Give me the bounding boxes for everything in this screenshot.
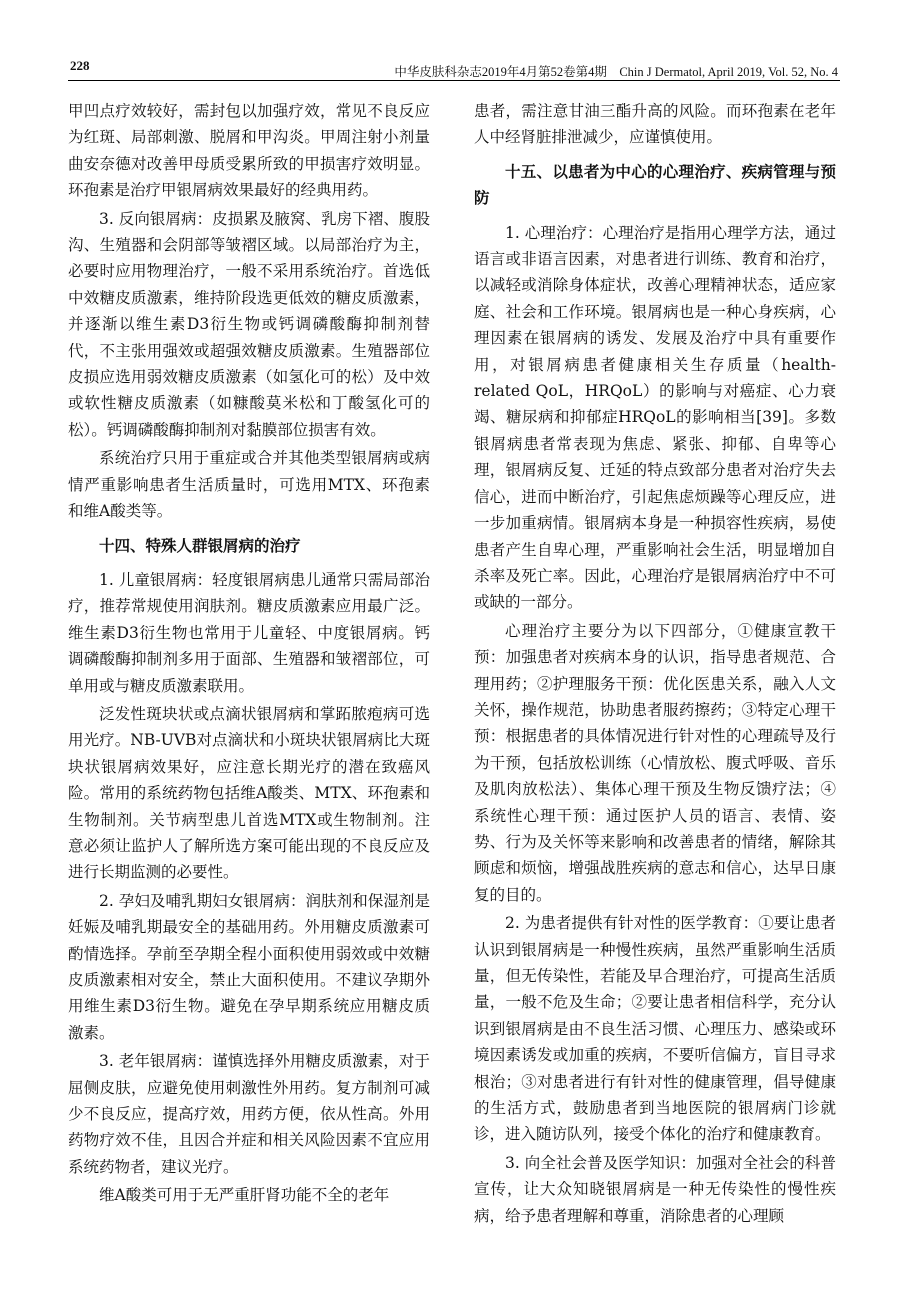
paragraph: 1. 心理治疗：心理治疗是指用心理学方法，通过语言或非语言因素，对患者进行训练、教育和治疗，以减轻或消除身体症状，改善心理精神状态，适应家庭、社会和工作环境。银屑病也是一种心身疾病，心理因素在银屑病的诱发、发展及治疗中具有重要作用，对银屑病患者健康相关生存质量（health-related QoL，HRQoL）的影响与对癌症、心力衰竭、糖尿病和抑郁症HRQoL的影响相当[39]。多数银屑病患者常表现为焦虑、紧张、抑郁、自卑等心理，银屑病反复、迁延的特点致部分患者对治疗失去信心，进而中断治疗，引起焦虑烦躁等心理反应，进一步加重病情。银屑病本身是一种损容性疾病，易使患者产生自卑心理，严重影响社会生活，明显增加自杀率及死亡率。因此，心理治疗是银屑病治疗中不可或缺的一部分。	[474, 223, 836, 612]
left-column	[68, 98, 430, 1209]
section-heading: 十四、特殊人群银屑病的治疗	[99, 536, 301, 555]
paragraph: 维A酸类可用于无严重肝肾功能不全的老年	[99, 1186, 390, 1205]
paragraph: 患者，需注意甘油三酯升高的风险。而环孢素在老年人中经肾脏排泄减少，应谨慎使用。	[474, 102, 836, 147]
paragraph: 甲凹点疗效较好，需封包以加强疗效，常见不良反应为红斑、局部刺激、脱屑和甲沟炎。甲周注射小剂量曲安奈德对改善甲母质受累所致的甲损害疗效明显。环孢素是治疗甲银屑病效果最好的经典用药。	[68, 102, 430, 200]
paragraph: 1. 儿童银屑病：轻度银屑病患儿通常只需局部治疗，推荐常规使用润肤剂。糖皮质激素应用最广泛。维生素D3衍生物也常用于儿童轻、中度银屑病。钙调磷酸酶抑制剂多用于面部、生殖器和皱褶部位，可单用或与糖皮质激素联用。	[68, 570, 430, 695]
paragraph: 泛发性斑块状或点滴状银屑病和掌跖脓疱病可选用光疗。NB-UVB对点滴状和小斑块状银屑病比大斑块状银屑病效果好，应注意长期光疗的潜在致癌风险。常用的系统药物包括维A酸类、MTX、环孢素和生物制剂。关节病型患儿首选MTX或生物制剂。注意必须让监护人了解所选方案可能出现的不良反应及进行长期监测的必要性。	[68, 704, 430, 882]
page-number: 228	[70, 58, 90, 73]
paragraph: 心理治疗主要分为以下四部分，①健康宣教干预：加强患者对疾病本身的认识，指导患者规范、合理用药；②护理服务干预：优化医患关系，融入人文关怀，操作规范，协助患者服药擦药；③特定心理干预：根据患者的具体情况进行针对性的心理疏导及行为干预，包括放松训练（心情放松、腹式呼吸、音乐及肌肉放松法）、集体心理干预及生物反馈疗法；④系统性心理干预：通过医护人员的语言、表情、姿势、行为及关怀等来影响和改善患者的情绪，解除其顾虑和烦恼，增强战胜疾病的意志和信心，达早日康复的目的。	[474, 621, 836, 904]
running-head: 中华皮肤科杂志2019年4月第52卷第4期 Chin J Dermatol, April 2019, Vol. 52, No. 4	[394, 65, 838, 79]
header-rule	[68, 80, 840, 81]
section-heading: 十五、以患者为中心的心理治疗、疾病管理与预防	[474, 162, 836, 208]
paragraph: 3. 老年银屑病：谨慎选择外用糖皮质激素，对于屈侧皮肤，应避免使用刺激性外用药。复方制剂可减少不良反应，提高疗效，用药方便，依从性高。外用药物疗效不佳，且因合并症和相关风险因素不宜应用系统药物者，建议光疗。	[68, 1052, 430, 1176]
paragraph: 3. 向全社会普及医学知识：加强对全社会的科普宣传，让大众知晓银屑病是一种无传染性的慢性疾病，给予患者理解和尊重，消除患者的心理顾	[474, 1153, 836, 1225]
paragraph: 2. 孕妇及哺乳期妇女银屑病：润肤剂和保湿剂是妊娠及哺乳期最安全的基础用药。外用糖皮质激素可酌情选择。孕前至孕期全程小面积使用弱效或中效糖皮质激素相对安全，禁止大面积使用。不建议孕期外用维生素D3衍生物。避免在孕早期系统应用糖皮质激素。	[68, 891, 430, 1042]
paragraph: 2. 为患者提供有针对性的医学教育：①要让患者认识到银屑病是一种慢性疾病，虽然严重影响生活质量，但无传染性，若能及早合理治疗，可提高生活质量，一般不危及生命；②要让患者相信科学，充分认识到银屑病是由不良生活习惯、心理压力、感染或环境因素诱发或加重的疾病，不要听信偏方，盲目寻求根治；③对患者进行有针对性的健康管理，倡导健康的生活方式，鼓励患者到当地医院的银屑病门诊就诊，进入随访队列，接受个体化的治疗和健康教育。	[474, 914, 836, 1144]
paragraph: 3. 反向银屑病：皮损累及腋窝、乳房下褶、腹股沟、生殖器和会阴部等皱褶区域。以局部治疗为主，必要时应用物理治疗，一般不采用系统治疗。首选低中效糖皮质激素，维持阶段选更低效的糖皮质激素，并逐渐以维生素D3衍生物或钙调磷酸酶抑制剂替代，不主张用强效或超强效糖皮质激素。生殖器部位皮损应选用弱效糖皮质激素（如氢化可的松）及中效或软性糖皮质激素（如糠酸莫米松和丁酸氢化可的松）。钙调磷酸酶抑制剂对黏膜部位损害有效。	[68, 209, 430, 439]
right-column	[474, 98, 836, 1229]
paragraph: 系统治疗只用于重症或合并其他类型银屑病或病情严重影响患者生活质量时，可选用MTX、环孢素和维A酸类等。	[68, 449, 430, 521]
